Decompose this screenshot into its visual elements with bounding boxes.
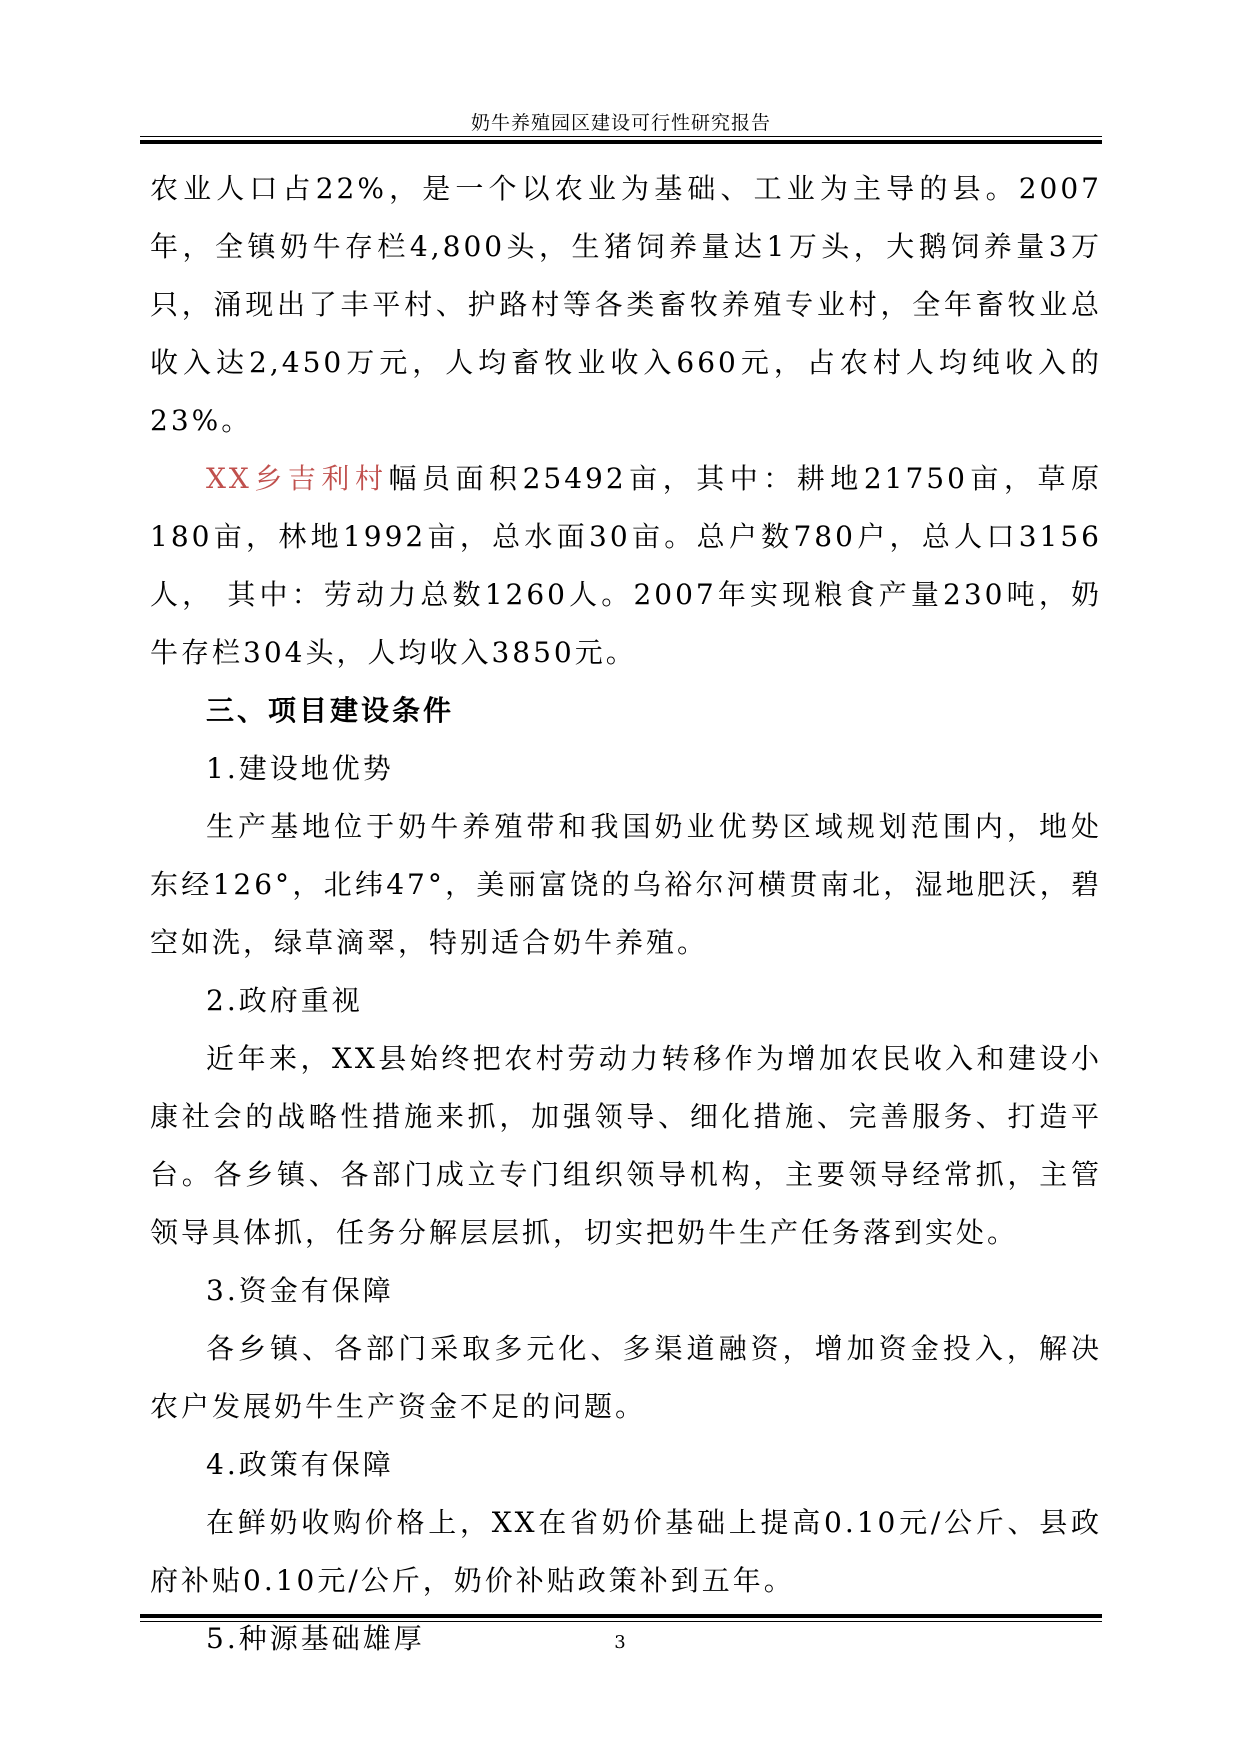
paragraph-government-support: 近年来，XX县始终把农村劳动力转移作为增加农民收入和建设小康社会的战略性措施来抓，加强领导、细化措施、完善服务、打造平台。各乡镇、各部门成立专门组织领导机构，主要领导经常抓，主管领导具体抓，任务分解层层抓，切实把奶牛生产任务落到实处。 <box>150 1042 1102 1249</box>
subheading-policy: 4.政策有保障 <box>206 1448 394 1481</box>
document-body <box>150 160 1102 1668</box>
running-header: 奶牛养殖园区建设可行性研究报告 <box>470 112 771 134</box>
header-rule <box>140 136 1102 137</box>
footer-rule <box>140 1621 1102 1622</box>
paragraph-policy: 在鲜奶收购价格上，XX在省奶价基础上提高0.10元/公斤、县政府补贴0.10元/公斤，奶价补贴政策补到五年。 <box>150 1506 1102 1597</box>
paragraph-population: 农业人口占22%，是一个以农业为基础、工业为主导的县。2007年，全镇奶牛存栏4,800头，生猪饲养量达1万头，大鹅饲养量3万只，涌现出了丰平村、护路村等各类畜牧养殖专业村，全年畜牧业总收入达2,450万元，人均畜牧业收入660元，占农村人均纯收入的23%。 <box>150 172 1102 437</box>
footer-rule-thick <box>140 1614 1102 1618</box>
section-heading: 三、项目建设条件 <box>206 694 455 727</box>
subheading-breeding-source: 5.种源基础雄厚 <box>206 1622 425 1655</box>
paragraph-jili-village <box>150 450 1102 682</box>
paragraph-jili-village-text: 幅员面积25492亩，其中：耕地21750亩，草原180亩，林地1992亩，总水面30亩。总户数780户，总人口3156人， 其中：劳动力总数1260人。2007年实现粮食产量230吨，奶牛存栏304头，人均收入3850元。 <box>150 462 1102 669</box>
paragraph-site-advantage: 生产基地位于奶牛养殖带和我国奶业优势区域规划范围内，地处东经126°，北纬47°，美丽富饶的乌裕尔河横贯南北，湿地肥沃，碧空如洗，绿草滴翠，特别适合奶牛养殖。 <box>150 810 1102 959</box>
subheading-funding: 3.资金有保障 <box>206 1274 394 1307</box>
paragraph-funding: 各乡镇、各部门采取多元化、多渠道融资，增加资金投入，解决农户发展奶牛生产资金不足的问题。 <box>150 1332 1102 1423</box>
subheading-government-support: 2.政府重视 <box>206 984 363 1017</box>
subheading-site-advantage: 1.建设地优势 <box>206 752 394 785</box>
highlighted-place-name: XX乡吉利村 <box>206 462 389 495</box>
page-number: 3 <box>614 1632 626 1653</box>
header-rule-thick <box>140 140 1102 144</box>
